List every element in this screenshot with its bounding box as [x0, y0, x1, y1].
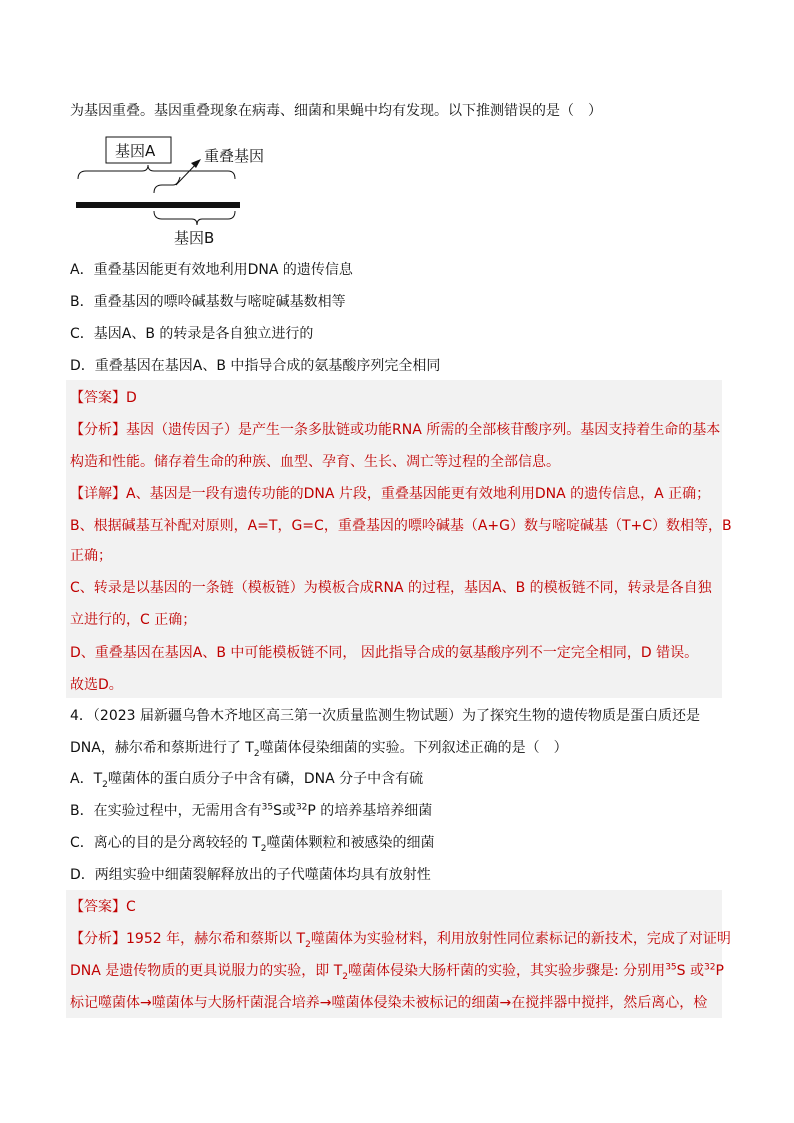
detail-line: B、根据碱基互补配对原则，A=T，G=C，重叠基因的嘌呤碱基（A+G）数与嘧啶碱基（T+C）数相等，B — [70, 518, 732, 534]
answer-tag: 【答案】 — [70, 390, 126, 406]
detail-line: 立进行的，C 正确； — [70, 612, 197, 628]
overlap-gene-label: 重叠基因 — [204, 147, 265, 165]
gene-overlap-diagram — [70, 135, 300, 250]
analysis-line: 【分析】基因（遗传因子）是产生一条多肽链或功能RNA 所需的全部核苷酸序列。基因支持着生命的基本 — [70, 422, 721, 438]
analysis-tag: 【分析】 — [70, 422, 126, 438]
answer-value: C — [126, 899, 136, 915]
analysis-line: 标记噬菌体→噬菌体与大肠杆菌混合培养→噬菌体侵染未被标记的细菌→在搅拌器中搅拌，然后离心，检 — [70, 995, 708, 1011]
detail-tag: 【详解】 — [70, 486, 126, 502]
option-a: A．重叠基因能更有效地利用DNA 的遗传信息 — [70, 262, 353, 278]
detail-line: 正确； — [70, 548, 112, 564]
gene-a-label: 基因A — [115, 142, 156, 160]
option-b: B．在实验过程中，无需用含有$^{35}$S或$^{32}$P 的培养基培养细菌 — [70, 802, 433, 819]
option-b: B．重叠基因的嘌呤碱基数与嘧啶碱基数相等 — [70, 294, 346, 310]
detail-line: D、重叠基因在基因A、B 中可能模板链不同， 因此指导合成的氨基酸序列不一定完全相同，D 错误。 — [70, 645, 699, 661]
detail-line: 故选D。 — [70, 677, 123, 693]
analysis-line: DNA 是遗传物质的更具说服力的实验，即 $T_2$噬菌体侵染大肠杆菌的实验，其实验步骤是: 分别用$^{35}$S 或$^{32}$P — [70, 962, 724, 982]
question-stem: 为基因重叠。基因重叠现象在病毒、细菌和果蝇中均有发现。以下推测错误的是（ ） — [70, 103, 602, 119]
analysis-line: 构造和性能。储存着生命的种族、血型、孕育、生长、凋亡等过程的全部信息。 — [70, 454, 560, 470]
question-stem: 4．（2023 届新疆乌鲁木齐地区高三第一次质量监测生物试题）为了探究生物的遗传物质是蛋白质还是 — [70, 708, 700, 724]
question-stem: DNA，赫尔希和蔡斯进行了 $T_2$噬菌体侵染细菌的实验。下列叙述正确的是（ ） — [70, 740, 568, 759]
analysis-line: 【分析】1952 年，赫尔希和蔡斯以 $T_2$噬菌体为实验材料，利用放射性同位素标记的新技术，完成了对证明 — [70, 931, 731, 950]
answer-line — [70, 388, 137, 408]
gene-b-label: 基因B — [174, 229, 215, 247]
gene-a-brace — [78, 165, 235, 179]
analysis-tag: 【分析】 — [70, 931, 126, 947]
detail-line: C、转录是以基因的一条链（模板链）为模板合成RNA 的过程，基因A、B 的模板链不同，转录是各自独 — [70, 580, 712, 596]
option-d: D．重叠基因在基因A、B 中指导合成的氨基酸序列完全相同 — [70, 358, 441, 374]
option-d: D．两组实验中细菌裂解释放出的子代噬菌体均具有放射性 — [70, 867, 431, 883]
answer-value: D — [126, 390, 137, 406]
option-a: A．$T_2$噬菌体的蛋白质分子中含有磷，DNA 分子中含有硫 — [70, 771, 424, 790]
answer-line — [70, 897, 136, 917]
option-c: C．基因A、B 的转录是各自独立进行的 — [70, 326, 314, 342]
dna-strand — [76, 202, 240, 208]
arrow-head-icon — [191, 159, 201, 168]
gene-b-brace — [154, 211, 235, 225]
answer-tag: 【答案】 — [70, 899, 126, 915]
option-c: C．离心的目的是分离较轻的 $T_2$噬菌体颗粒和被感染的细菌 — [70, 835, 435, 854]
detail-line: 【详解】A、基因是一段有遗传功能的DNA 片段，重叠基因能更有效地利用DNA 的遗传信息，A 正确； — [70, 486, 711, 502]
